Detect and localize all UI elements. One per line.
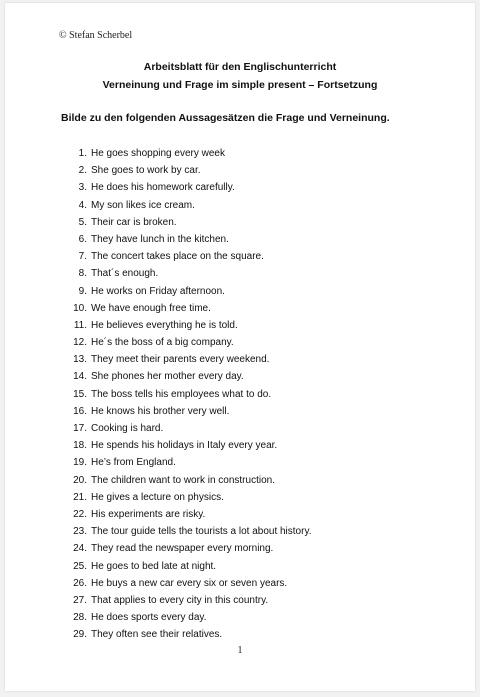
item-sentence: Their car is broken. xyxy=(91,216,177,228)
task-instruction: Bilde zu den folgenden Aussagesätzen die Frage und Verneinung. xyxy=(61,112,390,124)
list-item xyxy=(65,197,312,214)
item-sentence: We have enough free time. xyxy=(91,302,211,314)
list-item xyxy=(65,523,312,540)
item-number: 12. xyxy=(73,337,87,349)
copyright-notice: © Stefan Scherbel xyxy=(59,30,133,41)
list-item xyxy=(65,386,312,403)
item-sentence: He works on Friday afternoon. xyxy=(91,285,225,297)
list-item xyxy=(65,145,312,162)
item-sentence: That applies to every city in this country. xyxy=(91,594,269,606)
item-sentence: His experiments are risky. xyxy=(91,508,206,520)
list-item xyxy=(65,265,312,282)
worksheet-page xyxy=(5,3,475,691)
item-sentence: Cooking is hard. xyxy=(91,423,164,434)
list-item xyxy=(65,334,312,351)
item-number: 20. xyxy=(73,474,87,486)
item-sentence: He knows his brother very well. xyxy=(91,405,230,417)
list-item xyxy=(65,283,312,300)
item-sentence: He spends his holidays in Italy every year. xyxy=(91,440,278,452)
list-item xyxy=(65,575,312,592)
item-sentence: They often see their relatives. xyxy=(91,629,223,641)
item-sentence: He´s the boss of a big company. xyxy=(91,337,234,349)
sentence-list xyxy=(65,145,312,643)
item-number: 14. xyxy=(73,371,87,383)
list-item xyxy=(65,558,312,575)
item-number: 4. xyxy=(78,199,87,211)
item-number: 28. xyxy=(73,612,87,624)
worksheet-title: Arbeitsblatt für den Englischunterricht xyxy=(143,61,337,73)
item-number: 6. xyxy=(78,233,87,245)
item-sentence: The children want to work in construction. xyxy=(91,474,275,486)
page-number: 1 xyxy=(237,645,243,656)
item-sentence: They read the newspaper every morning. xyxy=(91,543,274,555)
item-number: 27. xyxy=(73,594,87,606)
item-sentence: He goes to bed late at night. xyxy=(91,560,217,572)
item-number: 10. xyxy=(73,302,87,314)
item-number: 13. xyxy=(73,354,87,366)
item-number: 24. xyxy=(73,543,87,555)
item-number: 7. xyxy=(78,251,87,263)
list-item xyxy=(65,300,312,317)
item-number: 1. xyxy=(78,148,87,159)
list-item xyxy=(65,403,312,420)
item-number: 5. xyxy=(78,216,87,228)
item-number: 17. xyxy=(73,423,87,434)
item-sentence: He buys a new car every six or seven years. xyxy=(91,577,288,589)
list-item xyxy=(65,179,312,196)
list-item xyxy=(65,454,312,471)
item-sentence: He does his homework carefully. xyxy=(91,182,235,194)
item-number: 29. xyxy=(73,629,87,641)
list-item xyxy=(65,626,312,643)
item-sentence: He does sports every day. xyxy=(91,612,207,624)
item-sentence: The boss tells his employees what to do. xyxy=(91,388,272,400)
list-item xyxy=(65,162,312,179)
item-sentence: He believes everything he is told. xyxy=(91,319,238,331)
item-number: 26. xyxy=(73,577,87,589)
list-item xyxy=(65,231,312,248)
item-sentence: My son likes ice cream. xyxy=(91,199,195,211)
item-sentence: She goes to work by car. xyxy=(91,165,201,177)
list-item xyxy=(65,248,312,265)
item-number: 15. xyxy=(73,388,87,400)
item-number: 22. xyxy=(73,508,87,520)
item-number: 21. xyxy=(73,491,87,503)
item-number: 18. xyxy=(73,440,87,452)
worksheet-subtitle: Verneinung und Frage im simple present – Fortsetzung xyxy=(102,79,378,91)
list-item xyxy=(65,489,312,506)
list-item xyxy=(65,609,312,626)
list-item xyxy=(65,214,312,231)
list-item xyxy=(65,592,312,609)
item-number: 23. xyxy=(73,526,87,538)
item-sentence: That´s enough. xyxy=(91,268,159,280)
list-item xyxy=(65,472,312,489)
list-item xyxy=(65,317,312,334)
item-number: 11. xyxy=(73,319,87,331)
item-number: 19. xyxy=(73,457,87,469)
item-sentence: They have lunch in the kitchen. xyxy=(91,233,229,245)
item-number: 25. xyxy=(73,560,87,572)
item-sentence: They meet their parents every weekend. xyxy=(91,354,270,366)
item-sentence: He’s from England. xyxy=(91,457,176,469)
item-sentence: He goes shopping every week xyxy=(91,148,225,159)
item-sentence: He gives a lecture on physics. xyxy=(91,491,224,503)
list-item xyxy=(65,420,312,437)
item-sentence: The concert takes place on the square. xyxy=(91,251,264,263)
item-sentence: She phones her mother every day. xyxy=(91,371,244,383)
list-item xyxy=(65,506,312,523)
item-number: 9. xyxy=(78,285,87,297)
item-number: 2. xyxy=(78,165,87,177)
list-item xyxy=(65,351,312,368)
list-item xyxy=(65,437,312,454)
list-item xyxy=(65,368,312,385)
item-sentence: The tour guide tells the tourists a lot about history. xyxy=(91,526,312,538)
item-number: 8. xyxy=(78,268,87,280)
item-number: 16. xyxy=(73,405,87,417)
item-number: 3. xyxy=(78,182,87,194)
list-item xyxy=(65,540,312,557)
